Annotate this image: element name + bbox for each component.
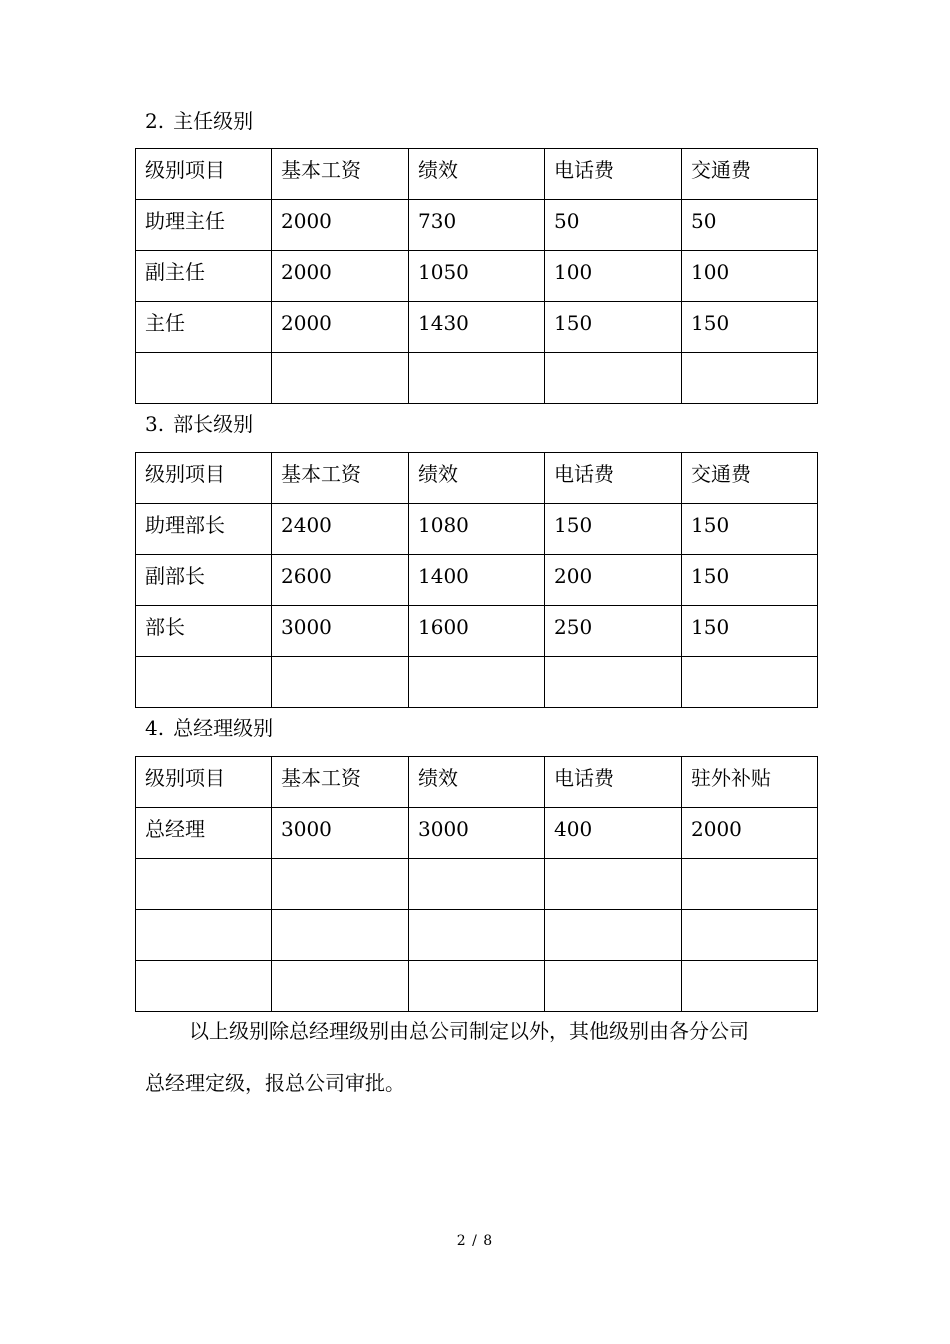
table-cell: 助理主任 xyxy=(136,200,272,251)
table-cell: 2000 xyxy=(272,302,409,353)
table-cell: 3000 xyxy=(272,808,409,859)
table-cell: 2000 xyxy=(272,200,409,251)
table-header-row xyxy=(136,757,818,808)
table-cell: 2000 xyxy=(272,251,409,302)
table-cell: 250 xyxy=(545,606,682,657)
section-number: 3. xyxy=(145,412,165,436)
table-cell xyxy=(545,859,682,910)
table-cell: 总经理 xyxy=(136,808,272,859)
header-cell: 基本工资 xyxy=(272,757,409,808)
table-cell: 50 xyxy=(545,200,682,251)
section-number: 4. xyxy=(145,716,165,740)
minister-salary-table xyxy=(135,452,818,708)
table-row xyxy=(136,251,818,302)
table-cell: 助理部长 xyxy=(136,504,272,555)
section-heading-minister xyxy=(145,412,253,436)
table-cell xyxy=(136,859,272,910)
table-cell: 150 xyxy=(682,555,818,606)
table-cell xyxy=(545,910,682,961)
table-cell: 3000 xyxy=(272,606,409,657)
header-cell: 级别项目 xyxy=(136,149,272,200)
header-cell: 驻外补贴 xyxy=(682,757,818,808)
table-cell xyxy=(409,961,545,1012)
section-heading-director xyxy=(145,109,253,133)
table-cell: 1080 xyxy=(409,504,545,555)
table-cell: 100 xyxy=(682,251,818,302)
table-row xyxy=(136,961,818,1012)
table-cell: 150 xyxy=(682,606,818,657)
table-cell xyxy=(272,910,409,961)
table-cell xyxy=(136,910,272,961)
table-cell xyxy=(682,353,818,404)
table-cell xyxy=(136,961,272,1012)
header-cell: 基本工资 xyxy=(272,453,409,504)
section-title: 部长级别 xyxy=(173,412,254,436)
table-cell: 150 xyxy=(682,504,818,555)
table-row xyxy=(136,910,818,961)
table-cell: 2000 xyxy=(682,808,818,859)
table-cell xyxy=(409,353,545,404)
director-salary-table xyxy=(135,148,818,404)
table-row xyxy=(136,606,818,657)
header-cell: 电话费 xyxy=(545,757,682,808)
table-cell: 200 xyxy=(545,555,682,606)
table-cell xyxy=(409,910,545,961)
section-title: 主任级别 xyxy=(173,109,254,133)
page-number: 2 / 8 xyxy=(456,1233,494,1249)
table-cell: 50 xyxy=(682,200,818,251)
section-number: 2. xyxy=(145,109,165,133)
table-cell xyxy=(682,657,818,708)
table-cell xyxy=(682,859,818,910)
table-cell xyxy=(136,657,272,708)
header-cell: 基本工资 xyxy=(272,149,409,200)
header-cell: 电话费 xyxy=(545,149,682,200)
table-cell xyxy=(272,859,409,910)
table-row xyxy=(136,555,818,606)
table-cell: 100 xyxy=(545,251,682,302)
table-header-row xyxy=(136,149,818,200)
table-cell xyxy=(545,353,682,404)
table-row xyxy=(136,504,818,555)
table-cell: 1430 xyxy=(409,302,545,353)
table-cell: 1050 xyxy=(409,251,545,302)
table-cell: 730 xyxy=(409,200,545,251)
table-row xyxy=(136,859,818,910)
table-cell xyxy=(272,353,409,404)
table-cell: 150 xyxy=(545,504,682,555)
table-cell xyxy=(682,961,818,1012)
table-cell: 1600 xyxy=(409,606,545,657)
header-cell: 绩效 xyxy=(409,453,545,504)
table-cell xyxy=(272,657,409,708)
table-row xyxy=(136,657,818,708)
header-cell: 绩效 xyxy=(409,149,545,200)
section-heading-general-manager xyxy=(145,716,273,740)
header-cell: 交通费 xyxy=(682,149,818,200)
table-cell: 副主任 xyxy=(136,251,272,302)
table-cell: 1400 xyxy=(409,555,545,606)
table-cell xyxy=(409,657,545,708)
note-line-2: 总经理定级，报总公司审批。 xyxy=(145,1071,405,1095)
table-cell: 2600 xyxy=(272,555,409,606)
header-cell: 交通费 xyxy=(682,453,818,504)
header-cell: 级别项目 xyxy=(136,453,272,504)
table-cell xyxy=(272,961,409,1012)
table-cell: 3000 xyxy=(409,808,545,859)
table-header-row xyxy=(136,453,818,504)
table-cell: 2400 xyxy=(272,504,409,555)
table-cell xyxy=(682,910,818,961)
header-cell: 电话费 xyxy=(545,453,682,504)
note-line-1: 以上级别除总经理级别由总公司制定以外，其他级别由各分公司 xyxy=(189,1019,749,1043)
table-row xyxy=(136,200,818,251)
section-title: 总经理级别 xyxy=(173,716,274,740)
general-manager-salary-table xyxy=(135,756,818,1012)
header-cell: 绩效 xyxy=(409,757,545,808)
table-cell: 副部长 xyxy=(136,555,272,606)
table-cell: 400 xyxy=(545,808,682,859)
table-cell xyxy=(136,353,272,404)
table-cell: 150 xyxy=(545,302,682,353)
table-cell xyxy=(545,961,682,1012)
table-cell xyxy=(545,657,682,708)
table-cell: 主任 xyxy=(136,302,272,353)
table-cell xyxy=(409,859,545,910)
table-row xyxy=(136,808,818,859)
table-cell: 部长 xyxy=(136,606,272,657)
header-cell: 级别项目 xyxy=(136,757,272,808)
table-row xyxy=(136,302,818,353)
table-cell: 150 xyxy=(682,302,818,353)
table-row xyxy=(136,353,818,404)
